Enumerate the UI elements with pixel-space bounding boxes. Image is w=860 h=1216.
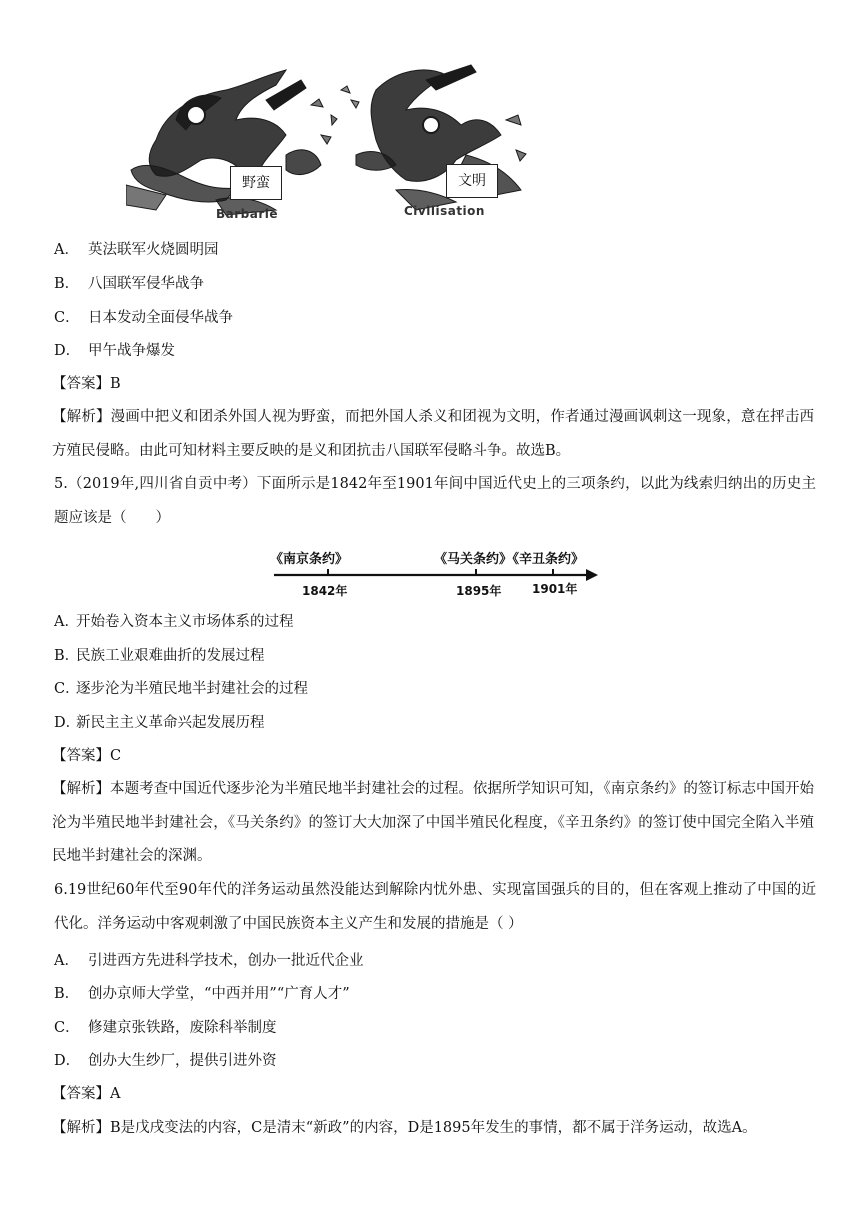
q6-option-a-letter: A． [54, 953, 79, 969]
q6-option-c-letter: C． [54, 1020, 80, 1036]
cartoon-caption-civilisation: Civilisation [404, 204, 485, 218]
q5-option-b-letter: B． [54, 648, 80, 664]
q5-option-b-text: 民族工业艰难曲折的发展过程 [76, 648, 265, 664]
q4-option-b-text: 八国联军侵华战争 [88, 276, 204, 292]
q4-option-a [54, 240, 814, 260]
q6-option-d-letter: D． [54, 1053, 81, 1069]
q5-timeline [270, 546, 602, 602]
q4-analysis: 【解析】漫画中把义和团杀外国人视为野蛮，而把外国人杀义和团视为文明，作者通过漫画讽刺这一现象，意在抨击西方殖民侵略。由此可知材料主要反映的是义和团抗击八国联军侵略斗争。故选B。 [52, 409, 814, 459]
q4-option-b [54, 274, 814, 294]
q6-option-a-text: 引进西方先进科学技术，创办一批近代企业 [88, 953, 364, 969]
q5-option-d-text: 新民主主义革命兴起发展历程 [76, 715, 265, 731]
cartoon-figure [126, 60, 546, 222]
q4-option-d [54, 341, 814, 361]
q5-option-a-letter: A． [54, 614, 79, 630]
q5-stem: 5.（2019年,四川省自贡中考）下面所示是1842年至1901年间中国近代史上的三项条约，以此为线索归纳出的历史主题应该是（ ） [54, 476, 816, 526]
timeline-treaty-xinchou: 《辛丑条约》 [506, 552, 585, 567]
q6-option-b [54, 984, 814, 1004]
q4-option-c [54, 308, 814, 328]
q6-stem: 6.19世纪60年代至90年代的洋务运动虽然没能达到解除内忧外患、实现富国强兵的目的，但在客观上推动了中国的近代化。洋务运动中客观刺激了中国民族资本主义产生和发展的措施是（ ） [54, 882, 816, 932]
q4-option-b-letter: B． [54, 276, 80, 292]
q4-option-d-letter: D． [54, 343, 81, 359]
timeline-treaty-nanjing: 《南京条约》 [270, 552, 349, 567]
q5-option-c-text: 逐步沦为半殖民地半封建社会的过程 [76, 681, 308, 697]
q6-option-c-text: 修建京张铁路，废除科举制度 [88, 1020, 277, 1036]
q4-answer: 【答案】B [52, 376, 121, 392]
q5-option-a [54, 612, 814, 632]
q6-answer: 【答案】A [52, 1086, 121, 1102]
q6-option-b-letter: B． [54, 986, 80, 1002]
q5-option-c-letter: C． [54, 681, 80, 697]
cartoon-label-barbarie: 野蛮 [230, 166, 282, 200]
timeline-year-1842: 1842年 [302, 584, 348, 598]
q6-option-d [54, 1051, 814, 1071]
q4-option-d-text: 甲午战争爆发 [88, 343, 175, 359]
q4-option-a-text: 英法联军火烧圆明园 [88, 242, 219, 258]
q5-option-d [54, 713, 814, 733]
cartoon-label-civilisation: 文明 [446, 164, 498, 198]
q4-option-c-text: 日本发动全面侵华战争 [88, 310, 233, 326]
q5-option-a-text: 开始卷入资本主义市场体系的过程 [76, 614, 294, 630]
q5-answer: 【答案】C [52, 748, 122, 764]
q5-option-b [54, 646, 814, 666]
q6-option-d-text: 创办大生纱厂，提供引进外资 [88, 1053, 277, 1069]
timeline-year-1901: 1901年 [532, 582, 578, 596]
q6-option-c [54, 1018, 814, 1038]
q5-option-c [54, 679, 814, 699]
timeline-year-1895: 1895年 [456, 584, 502, 598]
q6-option-b-text: 创办京师大学堂，“中西并用”“广育人才” [88, 986, 350, 1002]
q4-option-a-letter: A． [54, 242, 79, 258]
q6-option-a [54, 951, 814, 971]
timeline-treaty-maguan: 《马关条约》 [434, 552, 513, 567]
q5-analysis: 【解析】本题考查中国近代逐步沦为半殖民地半封建社会的过程。依据所学知识可知，《南京条约》的签订标志中国开始沦为半殖民地半封建社会，《马关条约》的签订大大加深了中国半殖民化程度，《辛丑条约》的签订使中国完全陷入半殖民地半封建社会的深渊。 [52, 781, 814, 864]
q6-analysis: 【解析】B是戊戌变法的内容，C是清末“新政”的内容，D是1895年发生的事情，都不属于洋务运动，故选A。 [52, 1120, 757, 1136]
q4-option-c-letter: C． [54, 310, 80, 326]
cartoon-caption-barbarie: Barbarie [216, 207, 279, 221]
q5-option-d-letter: D． [54, 715, 81, 731]
